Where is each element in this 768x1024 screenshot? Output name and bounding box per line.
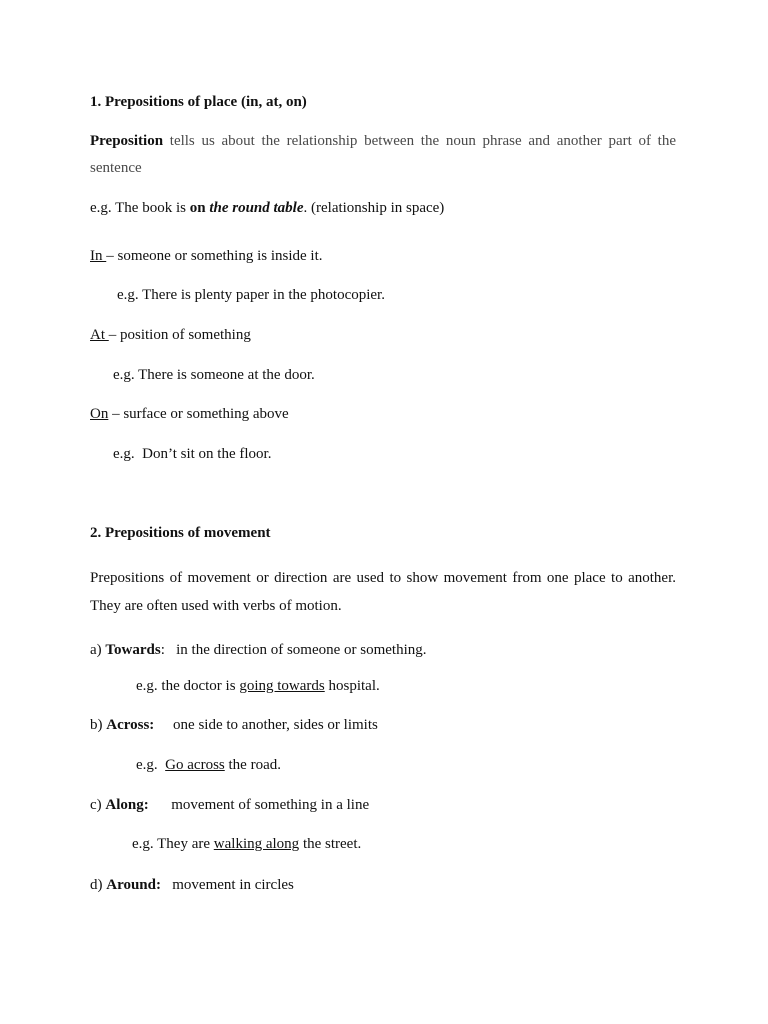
item-in-desc: – someone or something is inside it. <box>106 248 323 264</box>
section1-heading: 1. Prepositions of place (in, at, on) <box>90 94 307 110</box>
definition-example <box>90 198 444 218</box>
item-towards-letter: a) <box>90 642 106 658</box>
item-on-example: e.g. Don’t sit on the floor. <box>113 446 272 462</box>
item-at-example: e.g. There is someone at the door. <box>113 367 315 383</box>
example-post: the road. <box>224 757 281 773</box>
item-across-example <box>136 755 281 775</box>
definition-line2: sentence <box>90 160 142 176</box>
item-around-term: Around: <box>106 877 161 893</box>
item-across <box>90 715 378 735</box>
item-along-example <box>132 834 361 854</box>
item-in <box>90 246 322 266</box>
item-around-letter: d) <box>90 877 107 893</box>
example-prefix: e.g. The book is <box>90 200 190 216</box>
item-in-term: In <box>90 248 107 264</box>
example-post: the street. <box>299 836 362 852</box>
example-pre: e.g. <box>136 757 166 773</box>
item-at-desc: – position of something <box>108 327 251 343</box>
item-towards-term: Towards <box>105 642 161 658</box>
item-across-desc: one side to another, sides or limits <box>154 717 378 733</box>
item-at-term: At <box>90 327 109 343</box>
definition-text: tells us about the relationship between the noun phrase and another part of the <box>163 133 676 149</box>
item-on-term: On <box>90 406 109 422</box>
item-towards-example <box>136 676 380 696</box>
intro-line1: Prepositions of movement or direction are used to show movement from one place to another. <box>90 570 676 586</box>
item-across-term: Across: <box>106 717 155 733</box>
item-in-example: e.g. There is plenty paper in the photocopier. <box>117 287 385 303</box>
item-around-desc: movement in circles <box>161 877 294 893</box>
example-on: on <box>189 200 206 216</box>
definition-line1 <box>90 131 676 151</box>
item-around <box>90 875 294 895</box>
definition-term: Preposition <box>90 133 164 149</box>
example-round-table: the round table <box>209 200 304 216</box>
item-along-letter: c) <box>90 797 106 813</box>
intro-line2: They are often used with verbs of motion. <box>90 598 342 614</box>
item-on-desc: – surface or something above <box>108 406 289 422</box>
example-underlined: going towards <box>239 678 325 694</box>
section2-heading: 2. Prepositions of movement <box>90 525 271 541</box>
example-underlined: Go across <box>165 757 225 773</box>
example-post: hospital. <box>324 678 380 694</box>
item-along-term: Along: <box>105 797 149 813</box>
example-underlined: walking along <box>213 836 300 852</box>
item-at <box>90 325 251 345</box>
example-suffix: . (relationship in space) <box>303 200 445 216</box>
item-towards-sep: : <box>160 642 165 658</box>
item-along-desc: movement of something in a line <box>148 797 370 813</box>
item-across-letter: b) <box>90 717 107 733</box>
example-pre: e.g. They are <box>132 836 214 852</box>
example-pre: e.g. the doctor is <box>136 678 240 694</box>
item-on <box>90 404 289 424</box>
item-towards <box>90 640 427 660</box>
item-along <box>90 795 369 815</box>
item-towards-desc: in the direction of someone or something. <box>164 642 427 658</box>
